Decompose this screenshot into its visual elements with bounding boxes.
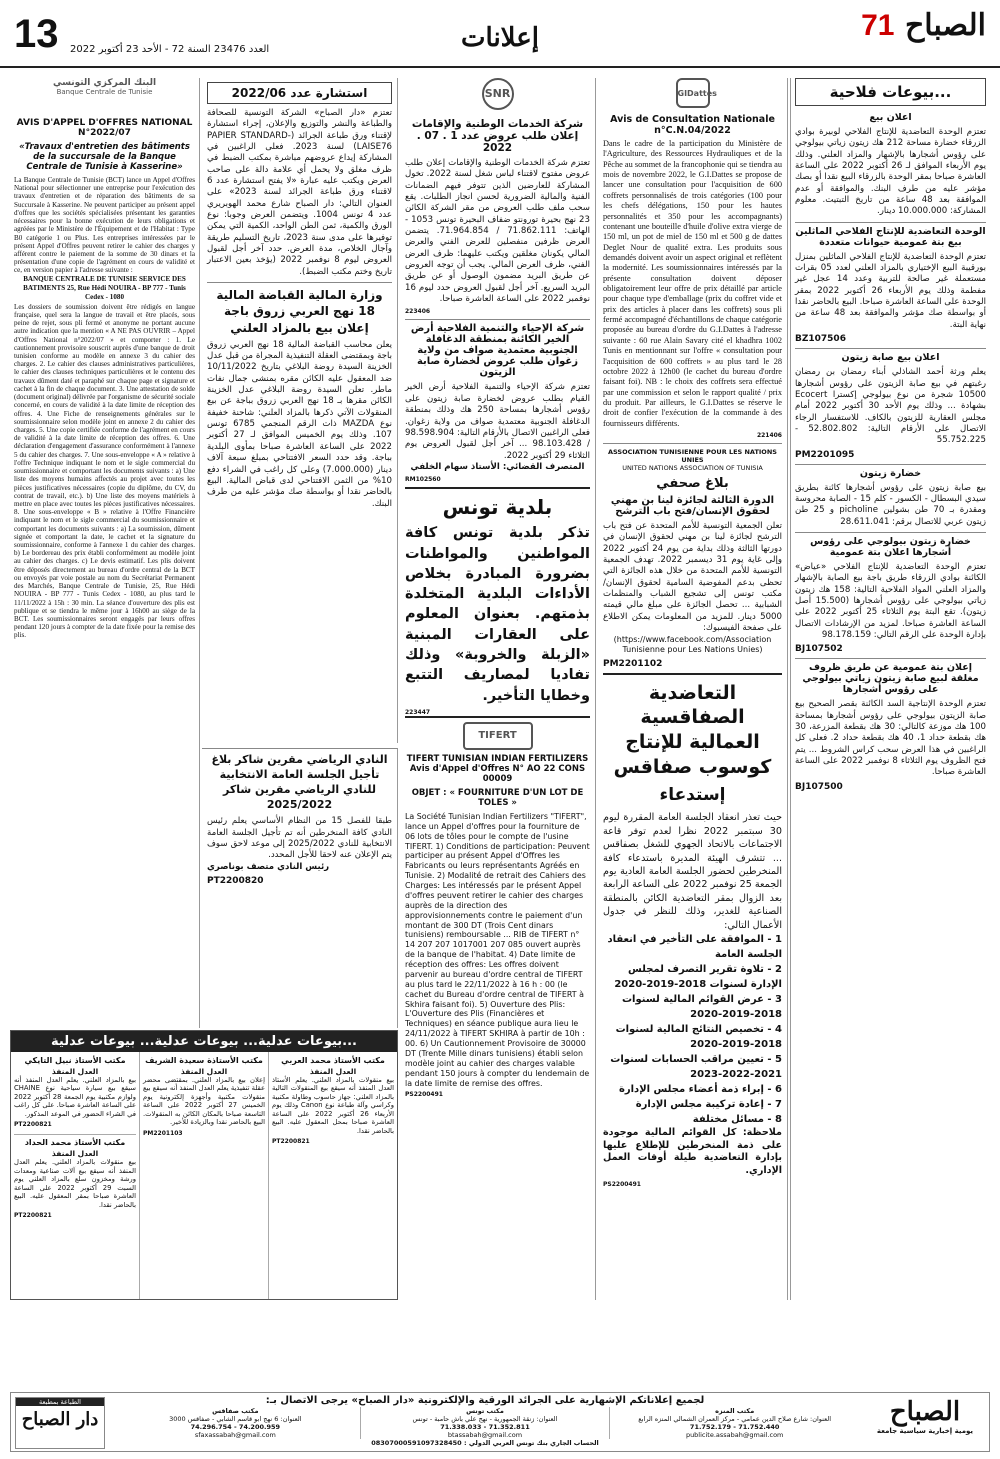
- tifert-object: OBJET : « FOURNITURE D'UN LOT DE TOLES »: [411, 787, 584, 808]
- ad-reference: BJ107500: [795, 781, 843, 792]
- consultation-text: تعتزم «دار الصباح» الشركة التونسية للصحافة والطباعة والنشر والتوزيع والإعلان، إجراء استشارة لإقتناء ورق طباعة الجرائد (PAPIER STANDARD-LAISE76) لسنة 2023. فعلى الراغبين في المشاركة إيداع عروضهم مباشرة بمكتب الضبط في ظرف مغلق ولا يحمل أي علامة دالة على صاحب العرض ويكتب عليه عبارة «لا يفتح استشارة عدد 6 لاقتناء ورق طباعة الجرائد لسنة 2023» على العنوان التالي: دار الصباح شارع محمد الهوبريري عدد 4 تونس 1004. ويتضمن العرض وجوبا: نوع الورق والكمية، ثمن الطن الواحد، الكمية التي يمكن توفيرها على مدى سنة 2023، تاريخ التسليم طريقة وآجال الخلاص، مدة العرض. حدد آخر أجل لقبول العروض ليوم 8 نوفمبر 2022 (يؤخذ بعين الاعتبار تاريخ وختم مكتب الضبط).: [207, 108, 392, 277]
- ad-text: تعتزم الوحدة التعاضدية للإنتاج الفلاحي «عياض» الكائنة بوادي الزرقاء طريق باجة بيع الصابة بالإشهار والمزاد العلني المواد الفلاحية التالية: 158 هك زيتون زياتي بيولوجي على رؤوس أشجارها (15.500 أصل زيتون). تقع البتة يوم الثلاثاء 25 أكتوبر 2022 على الساعة العاشرة صباحا. لمزيد من الإرشادات الاتصال بإدارة الوحدة على الرقم التالي: 98.178.159: [795, 561, 987, 640]
- issue-info: العدد 23476 السنة 72 - الأحد 23 أكتوبر 2022: [70, 44, 270, 55]
- baladia-title: بلدية تونس: [405, 487, 590, 519]
- ad-title: الوحدة التعاضدية للإنتاج الفلاحي الماثلين بيع بتة عمومية حيوانات متعددة: [795, 222, 986, 248]
- forest-text: تعتزم شركة الإحياء والتنمية الفلاحية أرض الخير القيام بطلب عروض لخضارة صابة زيتون على رؤوس أشجارها بمساحة 250 هك وذلك بمنطقة الدغافلة الجنوبية معتمدية صواف من ولاية زغوان. فعلى الراغبين الاتصال بالأرقام التالية: 98.598.904 / 98.103.428 ... آخر أجل لقبول العروض يوم الثلاثاء 29 أكتوبر 2022.: [405, 382, 590, 461]
- snr-ref: 223406: [405, 308, 431, 316]
- dar-assabah-column: [202, 78, 398, 743]
- finance-text: يعلن محاسب القباضة المالية 18 نهج العربي زروق باجة وبمقتضى العقلة التنفيذية المجراة من قبل عدل الخزينة السيدة روضة البلاغي بتاريخ 10/11/2022 ضد المعقول عليه الكائن مقره بمنشى جمال نفات ماطر. تعلن السيدة روضة البلاغي عدل الخزينة الكائن مقرها بـ 18 نهج العربي زروق بباجة عن بيع المنقولات الآتي ذكرها بالمزاد العلني: شاحنة خفيفة نوع MAZDA ذات الرقم المنجمي 6785 تونس 107. وذلك يوم الخميس الموافق لـ 27 أكتوبر 2022 على الساعة العاشرة صباحا بمأوى البلدية بباجة. وقد حدد السعر الافتتاحي بمبلغ سبعة آلاف دينار (7.000.000) وعلى كل راغب في الشراء دفع 10% من الثمن الافتتاحي لدى قباض المالية. البيع بالحاضر نقدا أو بواسطة صك مؤشر عليه من طرف البنك.: [207, 339, 393, 509]
- judicial-banner: بيوعات عدلية... بيوعات عدلية... بيوعات عدلية...: [11, 1031, 397, 1052]
- agenda-item: 1 - الموافقة على التأخير في انعقاد الجلسة العامة: [607, 934, 782, 961]
- bct-logo: البنك المركزي التونسي Banque Centrale de Tunisie: [52, 78, 157, 96]
- agenda-item: 5 - تعيين مراقب الحسابات لسنوات 2021-2022-2023: [610, 1054, 782, 1081]
- judicial-notice: مكتب الأستاذ محمد العربي العدل المنفذ بيع منقولات بالمزاد العلني. يعلم الأستاذ العدل المنفذ أنه سيقع بيع المنقولات التالية بالمزاد العلني: جهاز حاسوب وطاولة مكتبية وكراسي وآلة طباعة نوع Canon وذلك يوم الأربعاء 26 أكتوبر 2022 على الساعة العاشرة صباحا بمحل المعقول عليه. البيع بالحاضر نقدا. PT2200821: [268, 1052, 397, 1300]
- judicial-notice: مكتب الأستاذة سعيدة الشريف العدل المنفذ إعلان بيع بالمزاد العلني. بمقتضى محضر عقلة تنفيذية يعلم العدل المنفذ أنه سيقع بيع منقولات مكتبية وأجهزة إلكترونية يوم الخميس 27 أكتوبر 2022 على الساعة التاسعة صباحا بالمكان الكائن به المنقولات. البيع بالحاضر نقدا وبالزيادة للأخير. PM2201103: [139, 1052, 268, 1300]
- judicial-sales-section: [10, 1030, 398, 1300]
- newspaper-logo: [826, 8, 986, 60]
- agenda-item: 2 - تلاوة تقرير التصرف لمجلس الإدارة لسنوات 2018-2019-2020: [614, 964, 782, 991]
- footer: [10, 1392, 990, 1452]
- club-signature: رئيس النادي متصف بوناصري: [207, 861, 330, 872]
- logo-text: الصباح: [904, 8, 986, 43]
- club-text: طبقا للفصل 15 من النظام الأساسي يعلم رئيس النادي كافة المنخرطين أنه تم تأجيل الجلسة العامة الانتخابية للنادي 2025/2022 إلى موعد لاحق سوف يتم الإعلان عنه لاحقا للأجل المحدد.: [207, 816, 393, 861]
- consultation-title: استشارة عدد 2022/06: [207, 82, 392, 104]
- ad-text: يعلم ورثة أحمد الشاذلي أبناء رمضان بن رمضان رغبتهم في بيع صابة الزيتون على رؤوس أشجارها 10500 شجرة من نوع بيولوجي إكسترا Ecocert بشهادة ... وذلك يوم الأحد 30 أكتوبر 2022 أمام مجلس العقارية للزيتون بالكاف. للاستفسار الرجاء الاتصال على الأرقام التالية: 52.802.802 - 55.752.225: [795, 367, 986, 446]
- forest-note: المتصرف القضائي: الأستاذ سهام الخلفي: [410, 461, 585, 472]
- consultation-title: Avis de Consultation Nationale: [610, 114, 775, 125]
- ad-title: اعلان بيع: [869, 112, 912, 123]
- email-link[interactable]: publicite.assabah@gmail.com: [685, 1431, 784, 1439]
- tifert-logo: TIFERT: [405, 716, 590, 750]
- cooperative-subtitle: إستدعاء: [659, 785, 726, 806]
- agenda-item: 6 - إبراء ذمة أعضاء مجلس الإدارة: [618, 1084, 782, 1096]
- consultation-ref: n°C.N.04/2022: [654, 125, 731, 136]
- club-title: النادي الرياضي مقرين شاكر بلاغ تأجيل الجلسة العامة الانتخابية للنادي الرياضي مقرين شاكر 2025/2022: [211, 753, 388, 811]
- agri-sales-column: [790, 78, 990, 1300]
- club-notice: [202, 748, 398, 1028]
- baladia-text: تذكر بلدية تونس كافة المواطنين والمواطنات بضرورة المبادرة بخلاص الأداءات البلدية المتخلدة بذمتهم. بعنوان المعلوم على العقارات المبنية «الزبلة والخروبة» وذلك تفاديا لمصاريف التتبع وخطايا التأخير.: [405, 525, 590, 704]
- agenda-item: 4 - تخصيص النتائج المالية لسنوات 2018-2019-2020: [615, 1024, 782, 1051]
- cooperative-title: التعاضدية الصفاقسية العمالية للإنتاج كوسوب صفاقس: [603, 673, 782, 780]
- logo-number: 71: [861, 9, 895, 42]
- bct-address: BANQUE CENTRALE DE TUNISIE SERVICE DES BATIMENTS 25, Rue Hédi NOUIRA - BP 777 - Tunis Cedex - 1080: [23, 274, 186, 302]
- bct-text: La Banque Centrale de Tunisie (BCT) lance un Appel d'Offres National pour sélectionner une entreprise pour l'exécution des travaux d'entretien et de réparation des bâtiments de sa Succursale à Kasserine. Ne peuvent participer au présent appel d'offres que les sociétés spécialisées présentant les garanties nécessaires pour la bonne exécution de leurs obligations et agréées par le Ministère de l'Équipement et de l'Habitat : Type B0 catégorie 1 ou Plus. Les entreprises intéressées par le présent Appel d'Offres peuvent retirer le cahier des charges y afférent contre le paiement de la somme de 30 dinars et la présentation d'une copie de l'agrément en cours de validité et ce, en version papier à l'adresse suivante :: [14, 176, 195, 275]
- print-logo: الطباعة بمطبعة دار الصباح: [15, 1397, 105, 1449]
- ad-title: اعلان بيع صابة زيتون: [795, 348, 986, 363]
- tifert-title: TIFERT TUNISIAN INDIAN FERTILIZERS Avis d'Appel d'Offres N° AO 22 CONS 00009: [406, 753, 589, 784]
- agenda-list: [603, 932, 782, 1127]
- agenda-item: 3 - عرض القوائم المالية لسنوات 2018-2019-2020: [621, 994, 782, 1021]
- page-number: 13: [14, 12, 59, 56]
- ad-text: تعتزم الوحدة الإنتاجية السد الكائنة بقصر الصحيح بيع صابة الزيتون بيولوجي على رؤوس أشجارها بمساحة 100 هك موزعة كالتالي: 30 هك بقطعة المزرعة، 30 هك بقطعة حداد 1، 40 هك بقطعة حداد 2. فعلى كل الراغبين في هذا العرض سحب كراس الشروط ... يتم فتح الظروف يوم الثلاثاء 8 نوفمبر 2022 على الساعة العاشرة صباحا.: [795, 699, 986, 778]
- press-ref: PM2201102: [603, 658, 663, 669]
- ad-text: تعتزم الوحدة التعاضدية للإنتاج الفلاحي لوبيرة بوادي الزرقاء خضارة مساحة 212 هك زيتون زياتي بيولوجي على رؤوس أشجارها بالإشهار والمزاد العلني. وذلك يوم الأربعاء الموافق لـ 26 أكتوبر 2022 على الساعة العاشرة صباحا بمقر الوحدة بالزرقاء البيع نقدا أو بصك مؤشر عليه من طرف البنك. والموافقة أو عدم الموافقة بعد 48 ساعة من تاريخ التبتيت. معلوم المشاركة: 10.000.000 دينار.: [795, 127, 987, 217]
- baladia-ref: 223447: [405, 708, 431, 716]
- finance-title: وزارة المالية القباضة المالية 18 نهج العربي زروق باجة إعلان بيع بالمزاد العلني: [207, 282, 392, 336]
- agenda-item: 8 - مسائل مختلفة: [692, 1114, 782, 1126]
- press-subtitle: الدورة الثالثة لجائزة لينا بن مهني لحقوق الإنسان/فتح باب الترشح: [610, 495, 775, 518]
- tifert-text: La Société Tunisian Indian Fertilizers "TIFERT", lance un Appel d'offres pour la fourniture de 06 lots de tôles pour le compte de l'usine TIFERT. 1) Conditions de participation: Peuvent participer au présent Appel d'Offres les Fabricants ou leurs représentants Agréés en Tunisie. 2) Modalité de retrait des Cahiers des Charges: Les intéressés par le présent Appel d'offres peuvent retirer le cahier des charges auprès de la direction des approvisionnements contre le paiement d'un montant de 300 DT (Trois Cent dinars tunisiens) remboursable ... RIB de TIFERT n° 14 207 207 1017001 207 085 ouvert auprès de la banque de l'habitat. 4) Date limite de réception des offres: Les offres doivent parvenir au bureau d'ordre central de TIFERT au plus tard le 22/11/2022 à 16 h : 00 (le cachet du Bureau d'ordre central de TIFERT à Skhira faisant foi). 5) Ouverture des Plis: L'Ouverture des Plis (Financières et Techniques) en séance publique aura lieu le 24/11/2022 à TIFERT SKHIRA à partir de 10h : 00. 6) Un Cautionnement Provisoire de 30000 DT (Trente Mille dinars tunisiens) établi selon modèle joint au cahier des charges valable pendant 150 jours à compter du lendemain de la date limite de remise des offres.: [405, 811, 590, 1088]
- judicial-notice: مكتب الأستاذ نبيل التايكي العدل المنفذ بيع بالمزاد العلني. يعلم العدل المنفذ أنه سيقع بيع سيارة سياحية نوع CHAINE ولوازم مكتبية يوم الجمعة 28 أكتوبر 2022 على الساعة العاشرة صباحا. على كل راغب في الشراء الحضور في الموعد المذكور. PT2200821 مكتب الأستاذ محمد الحداد العدل المنفذ بيع منقولات بالمزاد العلني. يعلم العدل المنفذ أنه سيقع بيع آلات صناعية ومعدات ورشة ومخزون سلع بالمزاد العلني يوم السبت 29 أكتوبر 2022 على الساعة العاشرة صباحا بمقر المعقول عليه. البيع بالحاضر نقدا. PT2200821: [14, 1056, 136, 1220]
- bct-title: AVIS D'APPEL D'OFFRES NATIONAL N°2022/07: [16, 118, 193, 138]
- agenda-item: 7 - إعادة تركيبة مجلس الإدارة: [635, 1099, 782, 1111]
- office-menzah: مكتب المنزه العنوان: شارع صلاح الدين عمامي - مركز العمران الشمالي المنزه الرابع 71.752.179 - 71.752.440 publicite.assabah@gmail.com: [609, 1407, 859, 1439]
- footer-headline: لجميع إعلاناتكم الإشهارية على الجرائد الورقية والإلكترونية «دار الصباح» يرجى الاتصال بـ:: [265, 1395, 705, 1406]
- snr-text: تعتزم شركة الخدمات الوطنية والإقامات إعلان طلب عروض مفتوح لاقتناء لباس شغل لسنة 2022. تخول المشاركة للعارضين الذين تتوفر فيهم الضمانات الفنية والمالية الضرورية لحسن انجاز الطلبات. يقع سحب ملف طلب العروض من مقر الشركة الكائن 23 نهج بحيرة تورونتو ضفاف البحيرة تونس 1053 - الهاتف: 71.862.111 / 71.964.854. يتضمن العرض ظرفين منفصلين للعرض الفني والعرض المالي يكونان مغلقين ويكتب عليهما: ظرف العرض الفني، ظرف العرض المالي. يجب أن توجه العروض عن طريق البريد مضمون الوصول أو عن طريق البريد السريع. آخر أجل لقبول العروض حدد ليوم 16 نوفمبر 2022 على الساعة العاشرة صباحا.: [405, 158, 590, 305]
- bank-account: الحساب الجاري بنك تونس العربي الدولي : 08307000591097328450: [371, 1439, 599, 1447]
- forest-title: شركة الإحياء والتنمية الفلاحية أرض الخير الكائنة بمنطقة الدغافلة الجنوبية معتمدية صواف من ولاية زغوان طلب عروض لخضارة صابة الزيتون: [405, 319, 590, 378]
- snr-title: شركة الخدمات الوطنية والإقامات إعلان طلب عروض عدد 1 . 07 . 2022: [411, 118, 584, 154]
- masthead: [0, 0, 1000, 68]
- ad-title: خضارة زيتون: [795, 464, 986, 479]
- consultation-text: Dans le cadre de la participation du Ministère de l'Agriculture, des Ressources Hydrauliques et de la Pêche au sommet de la francophonie qui se tiendra au mois de novembre 2022, le G.I.Dattes se propose de lancer une consultation pour l'acquisition de 600 coffrets personnalisés de trois catégories (100 pour les chefs délégations, 150 pour les hautes personnalités et 350 pour les accompagnants) contenant une bouteille d'huile d'olive extra vierge de 150 ml, un pot de miel de 150 ml et 500 g de dattes Deglet Nour de qualité extra. Les produits sous demandés doivent avoir un aspect original et reflètent la modernité. Les soumissionnaires intéressés par la présente consultation doivent déposer obligatoirement leur offre de prix détaillé par article pour chaque type d'emballage (prix du coffret vide et prix des articles à placer dans les coffrets) sous pli fermé accompagné d'échantillons de chaque catégorie proposée au bureau d'ordre du G.I.Dattes à l'adresse suivante : 60 rue Alain Savary cité el khadhra 1002 Tunis en mentionnant sur l'offre « consultation pour l'acquisition de 600 coffrets » au plus tard le 28 octobre 2022 à 12h00 (le cachet du bureau d'ordre faisant foi). NB : le choix des coffrets sera effectué par une commission et selon le rapport qualité / prix du produit. Par ailleurs, le G.I.Dattes se réserve le droit de confier l'exécution de la commande à des fournisseurs différents.: [603, 139, 782, 428]
- ad-reference: BJ107502: [795, 644, 843, 655]
- press-title: بلاغ صحفي: [656, 476, 729, 492]
- ad-reference: PM2201095: [795, 449, 855, 460]
- bct-text-2: Les dossiers de soumission doivent être rédigés en langue française, quel sera la langue de travail et être placés, sous peine de rejet, sous pli fermé et anonyme ne portant aucune autre indication que la mention « A NE PAS OUVRIR – Appel d'Offres National n°2022/07 » et comporter : 1. Le cautionnement provisoire souscrit auprès d'une banque de droit tunisien conforme au modèle en annexe 3 du cahier des charges. 2. Le cahier des clauses administratives particulières, le cahier des clauses techniques particulières et le contenu des travaux dûment daté et paraphé sur chaque page et signature et cachet à la fin de chaque document. 3. Une attestation de solde (document original) délivrée par l'organisme de sécurité sociale concerné, en cours de validité à la date limite de réception des offres. 4. Une Fiche de renseignements générales sur le soumissionnaire selon modèle joint en annexe 2 du cahier des charges. 5. Une copie certifiée conforme de l'agrément en cours de validité à la date limite de réception des offres. 6. Une déclaration d'engagement d'assurance conformément à l'annexe 5 du cahier des charges. 7. Une sous-enveloppe « A » relative à l'offre Technique indiquant le nom et le sigle commercial du soumissionnaire et comportant les documents suivants : a) Une liste des moyens humains affectés au projet avec toutes les pièces justificatives nécessaires (copie du diplôme, du CV, du contrat de travail, etc.). b) Une liste des moyens matériels à mettre en place avec toutes les pièces justificatives nécessaires. 8. Une sous-enveloppe « B » relative à l'Offre Financière indiquant le nom et le sigle commercial du soumissionnaire et comportant les documents suivants : a) La soumission, dûment signée et comportant la date, le cachet et la signature du soumissionnaire, conforme à l'annexe 1 du cahier des charges. b) Le bordereau des prix établi conformément au modèle joint au cahier des charges. c) Le devis estimatif. Les plis doivent être déposés directement au bureau d'ordre central de la BCT ou envoyés par voie postale au nom du Secrétariat Permanent des Marchés, Banque Centrale de Tunisie, 25, Rue Hédi NOUIRA - BP 777 - Tunis Cedex - 1080, au plus tard le 11/11/2022 à 15h : 30 min. La séance d'ouverture des plis est publique et se tiendra le même jour à 16h00 au siège de la BCT. Les soumissionnaires seront engagés par leurs offres pendant 120 jours à compter de la date fixée pour la remise des plis.: [14, 302, 195, 640]
- snr-logo: SNR: [405, 78, 590, 114]
- gidattes-logo: GIDattes: [603, 78, 782, 112]
- ad-reference: BZ107506: [795, 334, 846, 345]
- cooperative-ref: PS2200491: [603, 1180, 641, 1188]
- press-text: تعلن الجمعية التونسية للأمم المتحدة عن فتح باب الترشح لجائزة لينا بن مهني لحقوق الإنسان في دورتها الثالثة وذلك بداية من يوم 24 أكتوبر 2022 وإلى غاية يوم 31 ديسمبر 2022. تهدف الجمعية التونسية للأمم المتحدة من خلال هذه الجائزة التي تحظى بدعم المفوضية السامية لحقوق الإنسان/مكتب تونس إلى تشجيع الشباب والمنظمات الشبابية ... تحصل الجائزة على مبلغ مالي قيمته 5000 دينار. للمزيد من المعلومات يمكن الاطلاع على صفحة الفيسبوك:: [603, 521, 783, 634]
- snr-column: [400, 78, 596, 1300]
- cooperative-note: ملاحظة: كل القوائم المالية موجودة على ذمة المنخرطين للإطلاع عليها بإدارة التعاضدية طيلة أوقات العمل الإداري.: [603, 1127, 782, 1177]
- forest-ref: RM102560: [405, 476, 441, 484]
- section-title: إعلانات: [461, 22, 539, 52]
- club-ref: PT2200820: [207, 876, 264, 887]
- column-header: ...بيوعات فلاحية: [795, 78, 986, 106]
- tifert-ref: PS2200491: [405, 1091, 443, 1099]
- footer-logo: الصباح يومية إخبارية سياسية جامعة: [876, 1397, 974, 1435]
- office-sfax: مكتب صفاقس العنوان: 6 نهج ابو قاسم الشابي - صفاقس 3000 74.296.754 - 74.200.959 sfaxassabah@gmail.com: [111, 1407, 360, 1439]
- association-logo: ASSOCIATION TUNISIENNE POUR LES NATIONS UNIES UNITED NATIONS ASSOCIATION OF TUNISIA: [603, 443, 782, 472]
- ad-text: بيع صابة زيتون على رؤوس أشجارها كائنة بطريق سيدي البسطال - الكسور - كلم 15 - الصابة محروسة ومقدرة بـ 70 طن بشولين picholine و 25 طن زيتون عربي للاتصال برقم: 28.611.041: [795, 482, 986, 527]
- footer-contact: [111, 1395, 859, 1451]
- cooperative-text: حيث تعذر انعقاد الجلسة العامة المقررة ليوم 30 سبتمبر 2022 نظرا لعدم توفر قاعة الاجتماعات بالاتحاد الجهوي للشغل بصفاقس ... تتشرف الهيئة المديرة باستدعاء كافة المنخرطين لحضور الجلسة العامة العادية يوم الجمعة 25 نوفمبر 2022 على الساعة الرابعة بعد الزوال بمقر التعاضدية الكائن بالمنطقة الصناعية للغدير، وذلك للنظر في جدول الأعمال التالي:: [603, 812, 782, 931]
- email-link[interactable]: sfaxassabah@gmail.com: [194, 1431, 276, 1439]
- ad-title: خضارة زيتون بيولوجي على رؤوس أشجارها اعلان بتة عمومية: [795, 532, 986, 558]
- ad-text: تعتزم الوحدة التعاضدية للإنتاج الفلاحي الماثلين بمنزل بورقيبة البيع الإختياري بالمزاد العلني لعدد 05 بقرات مستعملة غير صالحة للتربية وعدد 14 عجل غير مفطمة وذلك يوم الأربعاء 26 أكتوبر 2022 بمقر الوحدة على الساعة العاشرة صباحا. البيع بالحاضر نقدا أو بواسطة صك مؤشر والموافقة بعد 48 ساعة من نهاية البتة.: [795, 251, 987, 330]
- ad-title: إعلان بتة عمومية عن طريق ظروف مغلقة لبيع صابة زيتون زياتي بيولوجي على رؤوس أشجارها: [795, 658, 986, 695]
- gidattes-column: [598, 78, 788, 1300]
- office-tunis: مكتب تونس العنوان: زنقة الجمهورية - نهج علي باش حامبة - تونس 71.338.033 - 71.352.811 btassabah@gmail.com: [360, 1407, 610, 1439]
- email-link[interactable]: btassabah@gmail.com: [447, 1431, 523, 1439]
- press-link[interactable]: (https://www.facebook.com/Association Tunisienne pour Les Nations Unies): [613, 634, 772, 655]
- consultation-ref-number: 221406: [756, 432, 782, 440]
- bct-column: [10, 78, 200, 1028]
- bct-object: «Travaux d'entretien des bâtiments de la succursale de la Banque Centrale de Tunisie à Kasserine»: [19, 142, 190, 172]
